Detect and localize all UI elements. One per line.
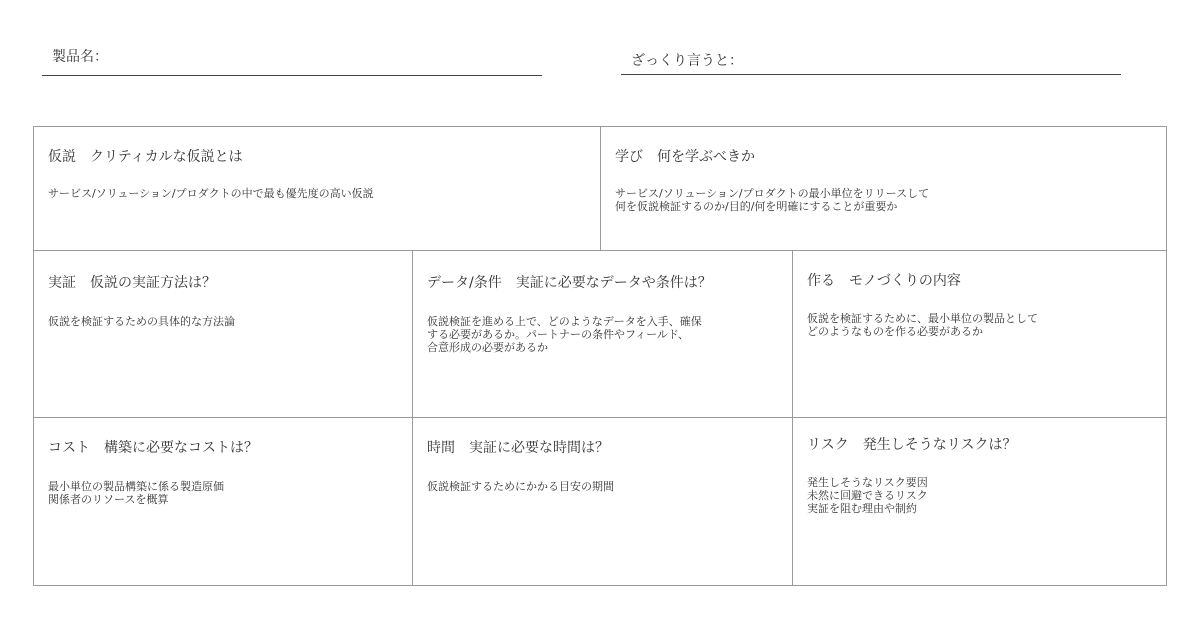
risk-cell[interactable]	[792, 417, 1167, 586]
build-cell[interactable]	[792, 250, 1167, 418]
summary-underline	[621, 74, 1121, 75]
summary-field[interactable]	[621, 50, 1121, 75]
data-conditions-title: データ/条件 実証に必要なデータや条件は？	[427, 275, 712, 291]
time-cell[interactable]	[412, 417, 793, 586]
validation-title: 実証 仮説の実証方法は？	[48, 275, 216, 291]
product-name-field[interactable]	[42, 46, 542, 76]
product-name-underline	[42, 75, 542, 76]
risk-desc: 発生しそうなリスク要因 未然に回避できるリスク 実証を阻む理由や制約	[807, 476, 928, 515]
hypothesis-cell[interactable]	[33, 126, 601, 251]
validation-desc: 仮説を検証するための具体的な方法論	[48, 315, 235, 328]
hypothesis-desc: サービス/ソリューション/プロダクトの中で最も優先度の高い仮説	[48, 187, 374, 200]
build-desc: 仮説を検証するために、最小単位の製品として どのようなものを作る必要があるか	[807, 312, 1038, 338]
cost-cell[interactable]	[33, 417, 413, 586]
learning-desc: サービス/ソリューション/プロダクトの最小単位をリリースして 何を仮説検証するのか/目的/何を明確にすることが重要か	[615, 187, 930, 213]
product-name-label: 製品名：	[52, 49, 108, 65]
validation-cell[interactable]	[33, 250, 413, 418]
learning-title: 学び 何を学ぶべきか	[615, 149, 755, 165]
risk-title: リスク 発生しそうなリスクは？	[807, 437, 1017, 453]
summary-label: ざっくり言うと：	[631, 53, 743, 69]
hypothesis-title: 仮説 クリティカルな仮説とは	[48, 149, 243, 165]
time-desc: 仮説検証するためにかかる目安の期間	[427, 480, 614, 493]
cost-title: コスト 構築に必要なコストは？	[48, 440, 258, 456]
canvas-grid	[33, 126, 1167, 586]
cost-desc: 最小単位の製品構築に係る製造原価 関係者のリソースを概算	[48, 480, 224, 506]
build-title: 作る モノづくりの内容	[807, 273, 961, 289]
data-conditions-desc: 仮説検証を進める上で、どのようなデータを入手、確保 する必要があるか。パートナーの条件やフィールド、 合意形成の必要があるか	[427, 315, 702, 354]
time-title: 時間 実証に必要な時間は？	[427, 440, 609, 456]
data-conditions-cell[interactable]	[412, 250, 793, 418]
learning-cell[interactable]	[600, 126, 1167, 251]
